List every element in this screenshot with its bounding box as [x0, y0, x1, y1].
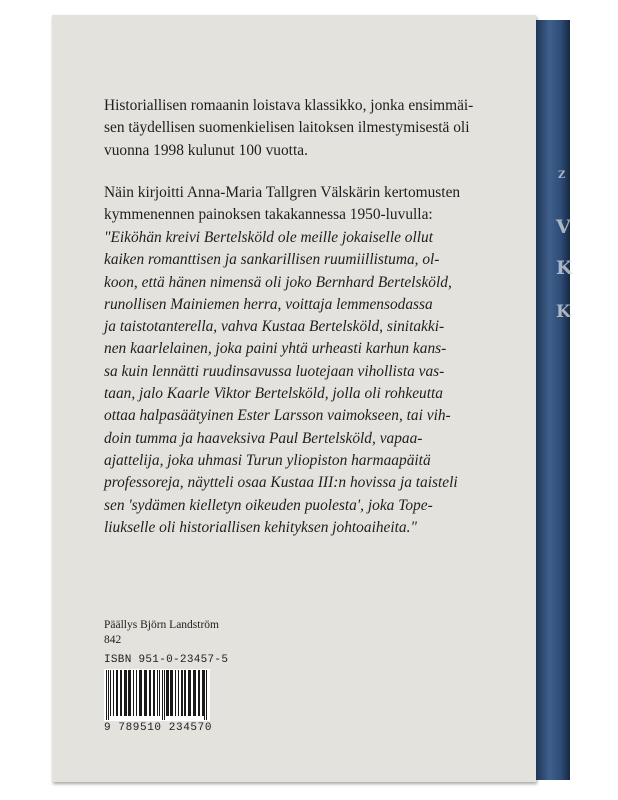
- barcode-bar: [193, 670, 196, 716]
- quote-line: professoreja, näytteli osaa Kustaa III:n hovissa ja taisteli: [104, 474, 458, 492]
- lead-line: kymmenennen painoksen takakannessa 1950-luvulla:: [104, 206, 433, 224]
- barcode-bar: [198, 670, 200, 716]
- quote-line: taan, jalo Kaarle Viktor Bertelsköld, jolla oli rohkeutta: [104, 385, 443, 403]
- barcode-bar: [178, 670, 179, 716]
- barcode-bar: [110, 670, 111, 716]
- isbn-label: ISBN 951-0-23457-5: [104, 654, 229, 666]
- lead-line: Näin kirjoitti Anna-Maria Tallgren Välskärin kertomusten: [104, 184, 461, 201]
- barcode-bar: [157, 670, 158, 716]
- quote-line: nen kaarlelainen, joka paini yhtä urheasti karhun kans-: [104, 340, 447, 358]
- intro-paragraph: [104, 95, 516, 162]
- quote-line: sa kuin lennätti ruudinsavussa luotejaan vihollista vas-: [104, 362, 445, 380]
- product-number: 842: [104, 634, 122, 646]
- quote-line: runollisen Mainiemen herra, voittaja lemmensodassa: [104, 295, 433, 313]
- barcode-bar: [159, 670, 160, 716]
- barcode-bar: [164, 670, 165, 720]
- quote-line: ottaa halpasäätyinen Ester Larsson vaimokseen, tai vih-: [104, 407, 451, 425]
- barcode-bar: [124, 670, 127, 716]
- barcode: [104, 669, 210, 721]
- intro-line: Historiallisen romaanin loistava klassikko, jonka ensimmäi-: [104, 97, 474, 114]
- barcode-bar: [136, 670, 137, 716]
- quote-line: "Eiköhän kreivi Bertelsköld ole meille jokaiselle ollut: [104, 229, 433, 246]
- spine-graphic: V: [556, 216, 572, 238]
- quote-line: ajattelija, joka uhmasi Turun yliopiston harmaapäitä: [104, 451, 431, 469]
- barcode-graphic: [104, 669, 210, 721]
- barcode-number: 9 789510 234570: [104, 722, 213, 734]
- cover-designer-credit: Päällys Björn Landström: [104, 619, 219, 631]
- barcode-bar: [149, 670, 151, 716]
- barcode-bar: [153, 670, 155, 716]
- barcode-bar: [175, 670, 176, 716]
- spine-graphic: K: [556, 302, 572, 322]
- quote-line: doin tumma ja haaveksiva Paul Bertelsköld, vapaa-: [104, 429, 423, 447]
- barcode-bar: [202, 670, 204, 716]
- barcode-bar: [116, 670, 118, 716]
- spine-graphic: K: [556, 257, 574, 279]
- quote-line: kaiken romanttisen ja sankarillisen ruumiillistuma, ol-: [104, 251, 440, 269]
- barcode-bar: [166, 670, 169, 716]
- lead-paragraph: [104, 182, 516, 227]
- barcode-bar: [188, 670, 191, 716]
- barcode-bar: [170, 670, 173, 716]
- quote-line: liukselle oli historiallisen kehityksen johtoaiheita.": [104, 518, 417, 536]
- quote-paragraph: [104, 227, 516, 539]
- book-spine: [536, 20, 574, 780]
- barcode-bar: [106, 670, 107, 720]
- barcode-bar: [139, 670, 142, 716]
- quote-line: koon, että hänen nimensä oli joko Bernhard Bertelsköld,: [104, 273, 452, 291]
- barcode-bar: [113, 670, 114, 716]
- barcode-bar: [206, 670, 207, 720]
- barcode-bar: [133, 670, 134, 716]
- barcode-bar: [162, 670, 163, 720]
- barcode-bar: [120, 670, 122, 716]
- spine-graphic: Z: [558, 170, 566, 181]
- intro-line: sen täydellisen suomenkielisen laitoksen ilmestymisestä oli: [104, 119, 470, 137]
- quote-line: sen 'sydämen kielletyn oikeuden puolesta', joka Tope-: [104, 496, 433, 514]
- barcode-bar: [184, 670, 186, 716]
- barcode-bar: [181, 670, 183, 716]
- barcode-bar: [144, 670, 147, 716]
- quote-line: ja taistotanterella, vahva Kustaa Bertelsköld, sinitakki-: [104, 318, 445, 336]
- barcode-bar: [108, 670, 109, 720]
- barcode-bar: [204, 670, 205, 720]
- cover-credits: [104, 618, 219, 648]
- intro-line: vuonna 1998 kulunut 100 vuotta.: [104, 141, 308, 159]
- barcode-bar: [128, 670, 131, 716]
